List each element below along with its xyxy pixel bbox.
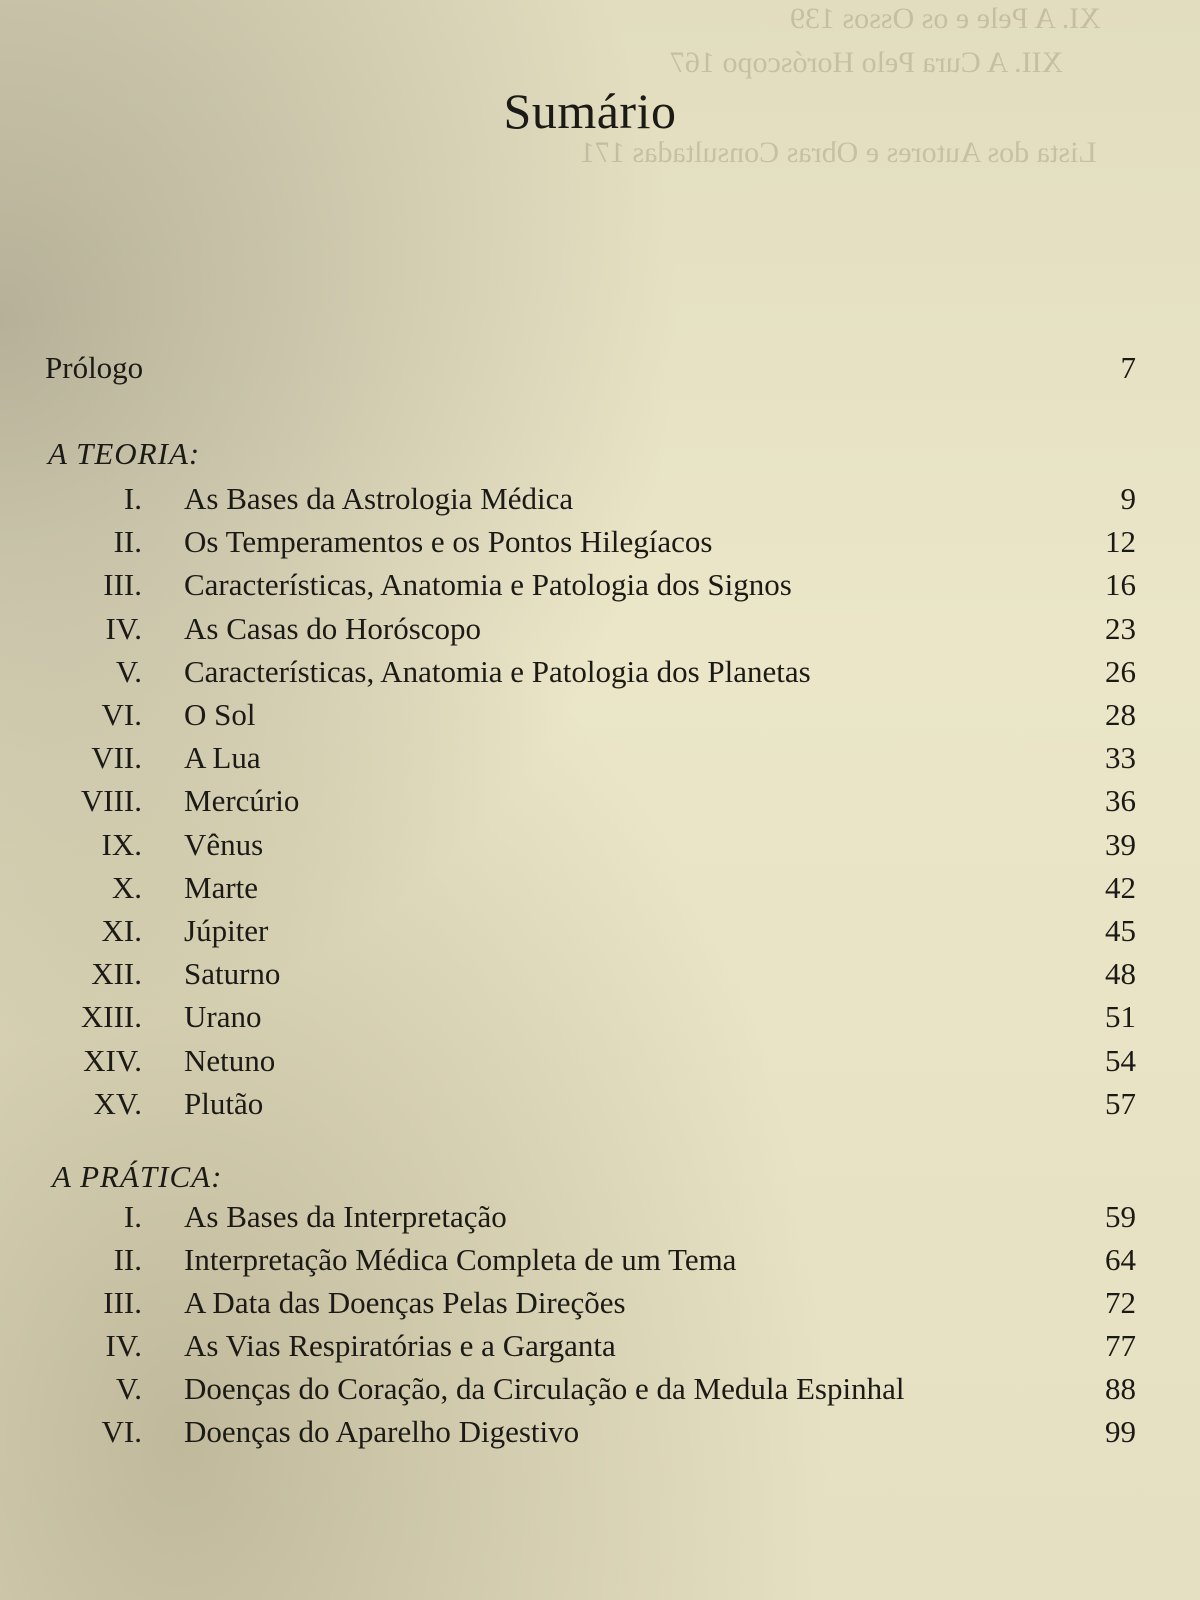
page-number: 42 [1105, 869, 1136, 905]
bleed-through-text: XI. A Pele e os Ossos 139 [790, 2, 1101, 35]
chapter-title: Doenças do Aparelho Digestivo [184, 1414, 580, 1449]
chapter-number: VIII. [80, 783, 142, 819]
toc-entry [0, 1326, 1200, 1366]
toc-entry [0, 565, 1200, 605]
toc-entry [0, 781, 1200, 821]
chapter-title: Os Temperamentos e os Pontos Hilegíacos [184, 524, 713, 560]
chapter-title: A Lua [184, 740, 261, 776]
toc-entry [0, 997, 1200, 1037]
page-number: 77 [1105, 1328, 1136, 1363]
chapter-title: Mercúrio [184, 783, 300, 819]
chapter-title: Características, Anatomia e Patologia dos Signos [184, 567, 792, 603]
page-number: 28 [1105, 697, 1136, 732]
toc-entry [0, 738, 1200, 778]
toc-entry [0, 1412, 1200, 1452]
chapter-number: VII. [91, 740, 142, 776]
chapter-number: V. [115, 653, 142, 689]
chapter-title: Plutão [184, 1085, 264, 1121]
toc-entry [0, 911, 1200, 951]
page-number: 39 [1105, 826, 1136, 862]
page-number: 9 [1120, 481, 1136, 516]
chapter-number: I. [123, 1199, 142, 1234]
chapter-number: IV. [105, 1328, 142, 1363]
toc-entry [0, 1369, 1200, 1409]
chapter-title: Netuno [184, 1042, 276, 1078]
chapter-title: Doenças do Coração, da Circulação e da Medula Espinhal [184, 1371, 905, 1406]
chapter-title: Interpretação Médica Completa de um Tema [184, 1242, 737, 1277]
toc-entry [0, 1084, 1200, 1124]
toc-entry [0, 868, 1200, 908]
chapter-number: IV. [105, 610, 142, 646]
chapter-number: III. [103, 1285, 142, 1320]
chapter-title: As Bases da Interpretação [184, 1199, 507, 1234]
prologue-page: 7 [1120, 350, 1136, 385]
bleed-through-text: XII. A Cura Pelo Horóscopo 167 [670, 46, 1064, 79]
chapter-title: Vênus [184, 826, 264, 862]
chapter-title: A Data das Doenças Pelas Direções [184, 1285, 626, 1320]
chapter-number: VI. [101, 1414, 142, 1449]
section-heading-theory: A TEORIA: [48, 436, 201, 471]
section-heading-practice: A PRÁTICA: [52, 1159, 223, 1194]
chapter-number: XV. [93, 1085, 142, 1121]
page-number: 36 [1105, 783, 1136, 819]
page-number: 57 [1105, 1085, 1136, 1121]
toc-entry [0, 1240, 1200, 1280]
chapter-number: II. [113, 1242, 142, 1277]
chapter-title: As Casas do Horóscopo [184, 610, 482, 646]
prologue-label: Prólogo [45, 350, 144, 385]
chapter-number: XII. [91, 956, 142, 992]
chapter-number: XIII. [80, 999, 142, 1035]
page-number: 51 [1105, 999, 1136, 1035]
page-number: 48 [1105, 956, 1136, 992]
page-number: 64 [1105, 1242, 1136, 1277]
page-number: 59 [1105, 1199, 1136, 1234]
toc-entry [0, 479, 1200, 519]
toc-entry [0, 609, 1200, 649]
page-number: 99 [1105, 1414, 1136, 1449]
toc-prologue [0, 348, 1200, 388]
toc-entry [0, 1283, 1200, 1323]
chapter-title: Características, Anatomia e Patologia dos Planetas [184, 653, 811, 689]
chapter-title: As Vias Respiratórias e a Garganta [184, 1328, 616, 1363]
chapter-number: X. [111, 869, 142, 905]
chapter-number: I. [123, 481, 142, 516]
chapter-title: Saturno [184, 956, 281, 992]
chapter-title: Júpiter [184, 913, 269, 948]
toc-entry [0, 522, 1200, 562]
toc-entry [0, 1041, 1200, 1081]
toc-entry [0, 652, 1200, 692]
chapter-title: Marte [184, 869, 259, 905]
page-number: 23 [1105, 610, 1136, 646]
chapter-number: XI. [101, 913, 142, 948]
chapter-title: As Bases da Astrologia Médica [184, 481, 574, 516]
chapter-number: XIV. [83, 1042, 142, 1078]
chapter-number: VI. [101, 697, 142, 732]
page-number: 33 [1105, 740, 1136, 776]
page-number: 45 [1105, 913, 1136, 948]
chapter-number: II. [113, 524, 142, 560]
chapter-number: V. [115, 1371, 142, 1406]
bleed-through-text: Lista dos Autores e Obras Consultadas 171 [580, 136, 1097, 169]
toc-entry [0, 825, 1200, 865]
chapter-title: O Sol [184, 697, 256, 732]
toc-entry [0, 954, 1200, 994]
toc-entry [0, 1197, 1200, 1237]
page-number: 26 [1105, 653, 1136, 689]
chapter-number: IX. [101, 826, 142, 862]
page-number: 12 [1105, 524, 1136, 560]
chapter-title: Urano [184, 999, 262, 1035]
page-number: 88 [1105, 1371, 1136, 1406]
page-number: 16 [1105, 567, 1136, 603]
page-number: 54 [1105, 1042, 1136, 1078]
page-number: 72 [1105, 1285, 1136, 1320]
toc-entry [0, 695, 1200, 735]
chapter-number: III. [103, 567, 142, 603]
page-title: Sumário [503, 83, 677, 139]
